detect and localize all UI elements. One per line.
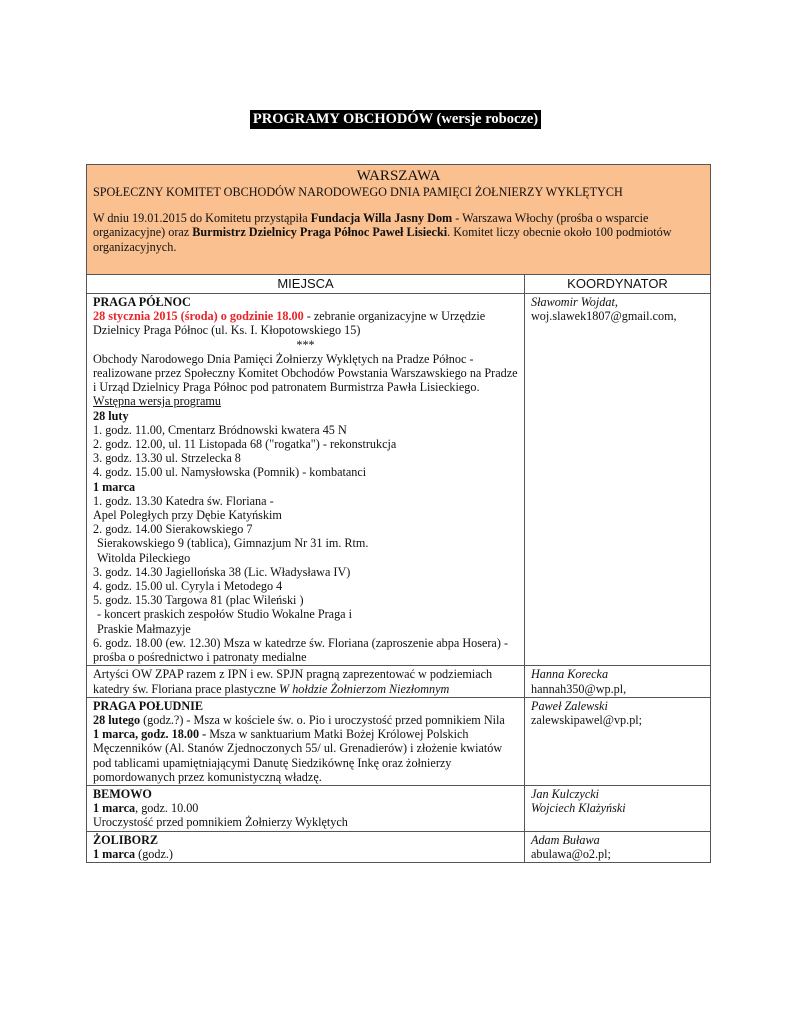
district-name: ŻOLIBORZ [93,832,159,847]
list-item: 2. godz. 12.00, ul. 11 Listopada 68 ("rogatka") - rekonstrukcja [93,437,397,452]
zoliborz-places [87,831,525,862]
description: Obchody Narodowego Dnia Pamięci Żołnierzy Wyklętych na Pradze Północ - realizowane przez Społeczny Komitet Obchodów Powstania Warszawskiego na Pradze i Urząd Dzielnicy Praga Północ pod patronatem Burmistrza Pawła Lisieckiego. [93,351,518,395]
praga-polnoc-coordinator [525,294,711,666]
event-2: 1 marca, godz. 18.00 - Msza w sanktuarium Matki Bożej Królowej Polskich Męczenników (Al. Stanów Zjednoczonych 55/ ul. Grenadierów) i złożenie kwiatów pod tablicami upamiętniającymi Danutę Siedzikównę Inkę oraz żołnierzy pomordowanych przez komunistyczną władzę. [93,727,503,784]
coordinator-name: Sławomir Wojdat, [531,295,618,310]
coordinator-email[interactable]: zalewskipawel@vp.pl; [531,712,643,727]
committee-name: SPOŁECZNY KOMITET OBCHODÓW NARODOWEGO DNIA PAMIĘCI ŻOŁNIERZY WYKLĘTYCH [93,185,623,199]
list-item: Apel Poległych przy Dębie Katyńskim [93,508,282,523]
district-name: PRAGA PÓŁNOC [93,295,191,310]
coordinator-email[interactable]: abulawa@o2.pl; [531,846,611,861]
city-heading: WARSZAWA [356,168,441,184]
program-link[interactable]: Wstępna wersja programu [93,394,221,409]
meeting-date: 28 stycznia 2015 (środa) o godzinie 18.00 [93,309,304,324]
exhibition-title: W hołdzie Żołnierzom Niezłomnym [279,681,450,696]
column-header-coordinator: KOORDYNATOR [525,274,711,293]
page-title [0,110,791,129]
list-item: 4. godz. 15.00 ul. Cyryla i Metodego 4 [93,579,283,594]
coordinator-email[interactable]: hannah350@wp.pl, [531,681,627,696]
header-intro: W dniu 19.01.2015 do Komitetu przystąpiła Fundacja Willa Jasny Dom - Warszawa Włochy (prośba o wsparcie organizacyjne) oraz Burmistrz Dzielnicy Praga Północ Paweł Lisiecki. Komitet liczy obecnie około 100 podmiotów organizacyjnych. [93,211,672,254]
list-item: Sierakowskiego 9 (tablica), Gimnazjum Nr 31 im. Rtm. [97,536,369,551]
column-header-places: MIEJSCA [87,274,525,293]
event-date: 1 marca (godz.) [93,846,173,861]
list-item: 1. godz. 11.00, Cmentarz Bródnowski kwatera 45 N [93,422,347,437]
program-table [86,164,711,863]
list-item: Witolda Pileckiego [97,550,191,565]
event-text: Uroczystość przed pomnikiem Żołnierzy Wyklętych [93,815,348,830]
praga-poludnie-coordinator [525,697,711,785]
page-title-text: PROGRAMY OBCHODÓW (wersje robocze) [250,110,541,129]
district-name: PRAGA POŁUDNIE [93,698,204,713]
table-row-zoliborz [87,831,711,862]
bemowo-coordinator [525,785,711,831]
foundation-name: Fundacja Willa Jasny Dom [310,211,453,226]
column-header-row [87,274,711,293]
coordinator-email[interactable]: woj.slawek1807@gmail.com, [531,309,677,324]
coordinator-name: Adam Buława [531,832,600,847]
separator: *** [296,337,315,352]
event-date: 1 marca, godz. 10.00 [93,801,199,816]
day-heading: 1 marca [93,479,136,494]
event-1: 28 lutego (godz.?) - Msza w kościele św. o. Pio i uroczystość przed pomnikiem Nila [93,712,505,727]
praga-poludnie-places [87,697,525,785]
list-item: 3. godz. 14.30 Jagiellońska 38 (Lic. Władysława IV) [93,564,351,579]
coordinator-name: Paweł Zalewski [531,698,608,713]
day-heading: 28 luty [93,408,129,423]
table-row-artysci [87,666,711,697]
list-item: 4. godz. 15.00 ul. Namysłowska (Pomnik) - kombatanci [93,465,367,480]
table-row-praga-poludnie [87,697,711,785]
list-item: 1. godz. 13.30 Katedra św. Floriana - [93,493,274,508]
list-item: 3. godz. 13.30 ul. Strzelecka 8 [93,451,241,466]
mayor-name: Burmistrz Dzielnicy Praga Północ Paweł Lisiecki [192,225,448,240]
coordinator-name: Wojciech Klażyński [531,801,626,816]
list-item: 5. godz. 15.30 Targowa 81 (plac Wileński ) [93,593,304,608]
district-name: BEMOWO [93,786,152,801]
list-item: - koncert praskich zespołów Studio Wokalne Praga i [97,607,353,622]
bemowo-places [87,785,525,831]
coordinator-name: Hanna Korecka [531,667,609,682]
meeting-info: 28 stycznia 2015 (środa) o godzinie 18.00 - zebranie organizacyjne w Urzędzie Dzielnicy Praga Północ (ul. Ks. I. Kłopotowskiego 15) [93,309,486,338]
artysci-places: Artyści OW ZPAP razem z IPN i ew. SPJN pragną zaprezentować w podziemiach katedry św. Floriana prace plastyczne W hołdzie Żołnierzom Niezłomnym [87,666,525,697]
zoliborz-coordinator [525,831,711,862]
praga-polnoc-places [87,294,525,666]
artysci-coordinator [525,666,711,697]
list-item: 2. godz. 14.00 Sierakowskiego 7 [93,522,253,537]
table-row-bemowo [87,785,711,831]
list-item: 6. godz. 18.00 (ew. 12.30) Msza w katedrze św. Floriana (zaproszenie abpa Hosera) - prośba o pośrednictwo i patronaty medialne [93,635,509,665]
coordinator-name: Jan Kulczycki [531,786,600,801]
header-cell [87,165,711,275]
table-row-praga-polnoc [87,294,711,666]
header-row [87,165,711,275]
list-item: Praskie Małmazyje [97,621,191,636]
